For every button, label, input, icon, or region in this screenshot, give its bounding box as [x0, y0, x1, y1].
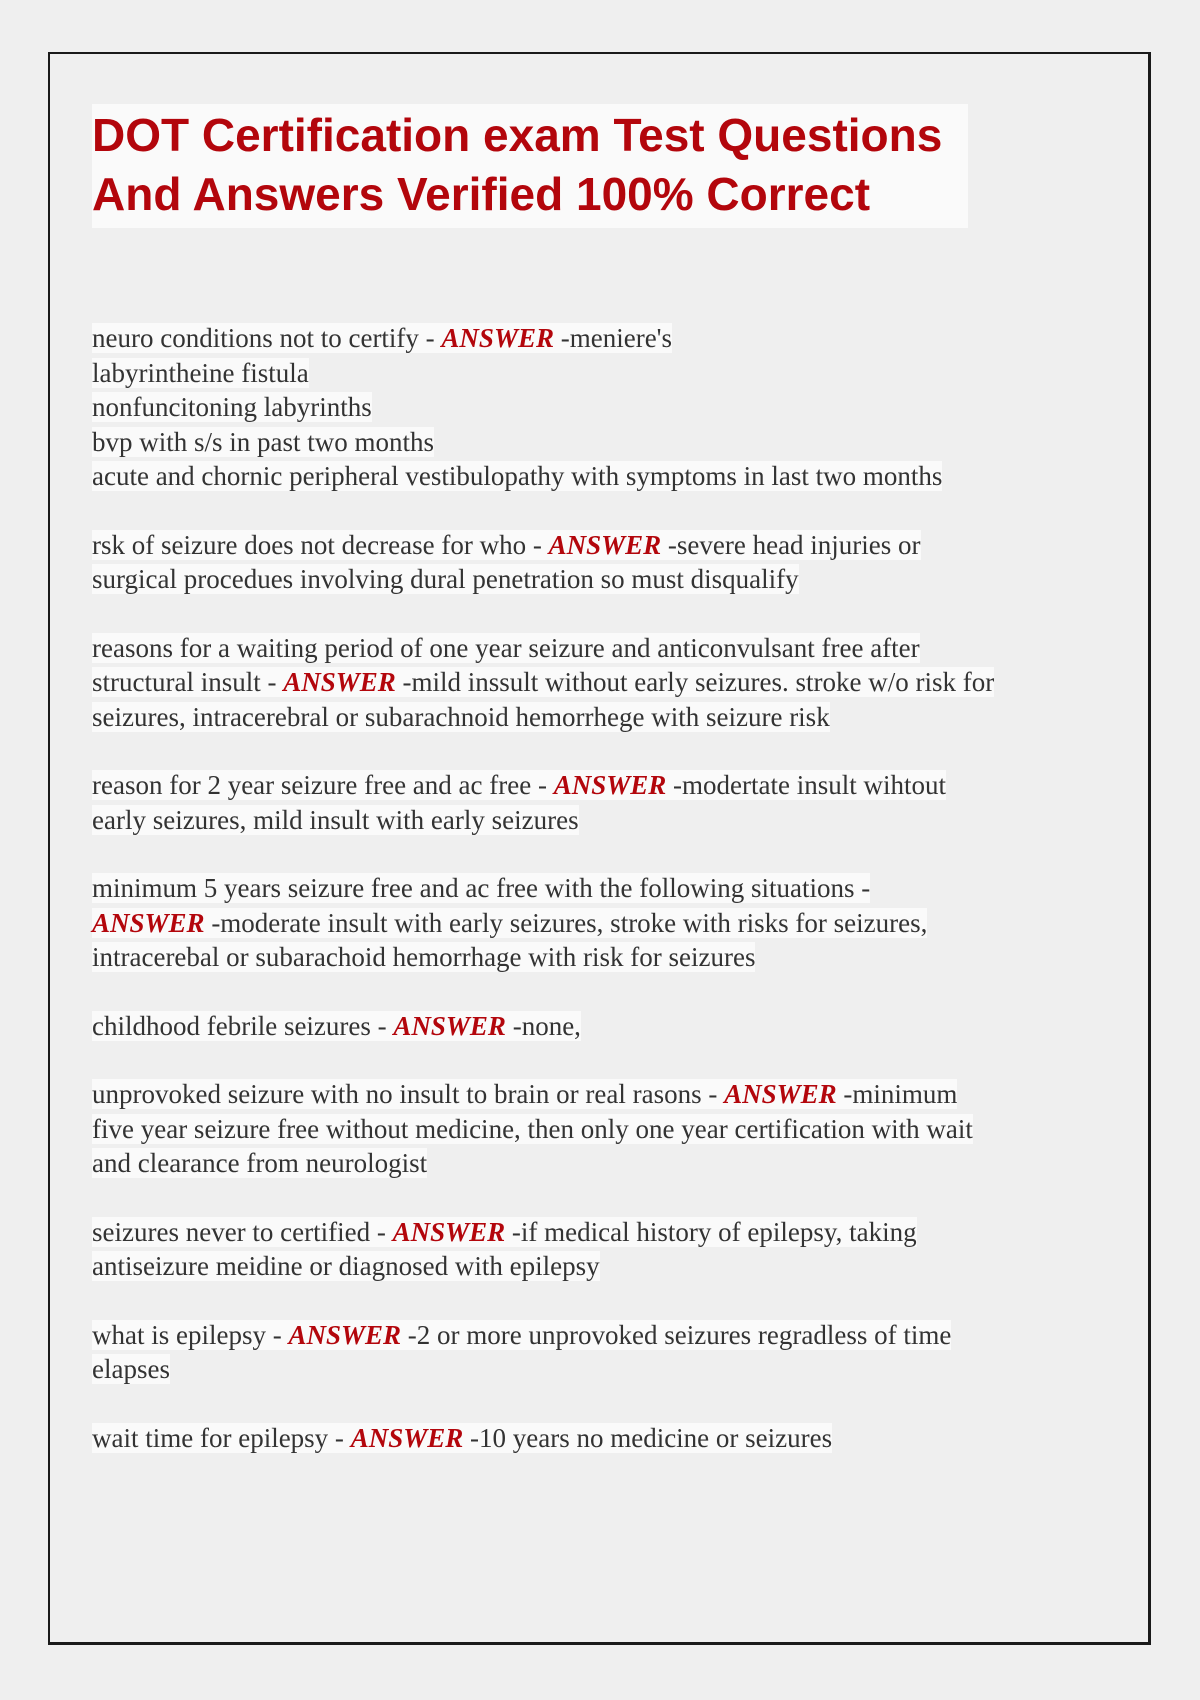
answer-text: -modertate insult wihtout [666, 770, 946, 800]
question-text: structural insult - [92, 667, 284, 697]
answer-text: -minimum [836, 1079, 958, 1109]
answer-text: antiseizure meidine or diagnosed with epilepsy [92, 1251, 600, 1281]
qa-item [92, 1077, 1052, 1181]
answer-text: and clearance from neurologist [92, 1148, 428, 1178]
question-text: reason for 2 year seizure free and ac free - [92, 770, 554, 800]
answer-label: ANSWER [441, 323, 554, 353]
answer-text: -2 or more unprovoked seizures regradless of time [401, 1319, 952, 1350]
answer-label: ANSWER [548, 529, 662, 560]
answer-label: ANSWER [553, 770, 667, 800]
answer-text: acute and chornic peripheral vestibulopathy with symptoms in last two months [92, 461, 943, 491]
answer-label: ANSWER [724, 1079, 837, 1109]
answer-text: -meniere's [553, 323, 673, 353]
answer-text: intracerebal or subarachoid hemorrhage with risk for seizures [92, 942, 756, 972]
answer-text: nonfuncitoning labyrinths [92, 392, 372, 422]
title-line-2: And Answers Verified 100% Correct [92, 168, 871, 220]
question-text: rsk of seizure does not decrease for who - [92, 529, 549, 560]
question-text: neuro conditions not to certify - [92, 323, 442, 353]
qa-item [92, 1009, 1052, 1044]
question-text: childhood febrile seizures - [92, 1010, 394, 1041]
answer-text: -moderate insult with early seizures, stroke with risks for seizures, [204, 907, 928, 938]
answer-text: seizures, intracerebral or subarachnoid hemorrhege with seizure risk [92, 701, 830, 732]
answer-label: ANSWER [350, 1422, 464, 1453]
qa-item [92, 1215, 1052, 1284]
document-title [92, 104, 968, 228]
answer-text: early seizures, mild insult with early seizures [92, 804, 579, 835]
answer-text: -none, [505, 1010, 581, 1041]
qa-item [92, 871, 1052, 975]
answer-text: -if medical history of epilepsy, taking [505, 1216, 917, 1247]
answer-label: ANSWER [393, 1010, 506, 1041]
qa-item [92, 631, 1052, 735]
question-text: seizures never to certified - [92, 1216, 393, 1247]
question-text: reasons for a waiting period of one year seizure and anticonvulsant free after [92, 632, 920, 663]
answer-label: ANSWER [92, 907, 205, 938]
qa-item [92, 321, 1052, 494]
answer-text: -severe head injuries or [661, 529, 921, 560]
answer-label: ANSWER [288, 1319, 402, 1350]
answer-text: -10 years no medicine or seizures [463, 1422, 833, 1453]
question-text: unprovoked seizure with no insult to brain or real rasons - [92, 1079, 725, 1109]
answer-text: bvp with s/s in past two months [92, 426, 435, 457]
answer-label: ANSWER [392, 1216, 506, 1247]
qa-item [92, 1318, 1052, 1387]
answer-label: ANSWER [283, 667, 396, 697]
qa-item [92, 768, 1052, 837]
answer-text: -mild inssult without early seizures. stroke w/o risk for [395, 667, 995, 697]
answer-text: surgical procedues involving dural penetration so must disqualify [92, 564, 799, 594]
answer-text: five year seizure free without medicine, then only one year certification with wait [92, 1113, 973, 1144]
answer-text: elapses [92, 1354, 170, 1384]
question-text: minimum 5 years seizure free and ac free with the following situations - [92, 873, 871, 903]
title-line-1: DOT Certification exam Test Questions [92, 109, 943, 161]
question-text: wait time for epilepsy - [92, 1422, 351, 1453]
qa-item [92, 528, 1052, 597]
question-text: what is epilepsy - [92, 1319, 289, 1350]
qa-list [92, 321, 1052, 1489]
qa-item [92, 1421, 1052, 1456]
answer-text: labyrintheine fistula [92, 357, 309, 388]
